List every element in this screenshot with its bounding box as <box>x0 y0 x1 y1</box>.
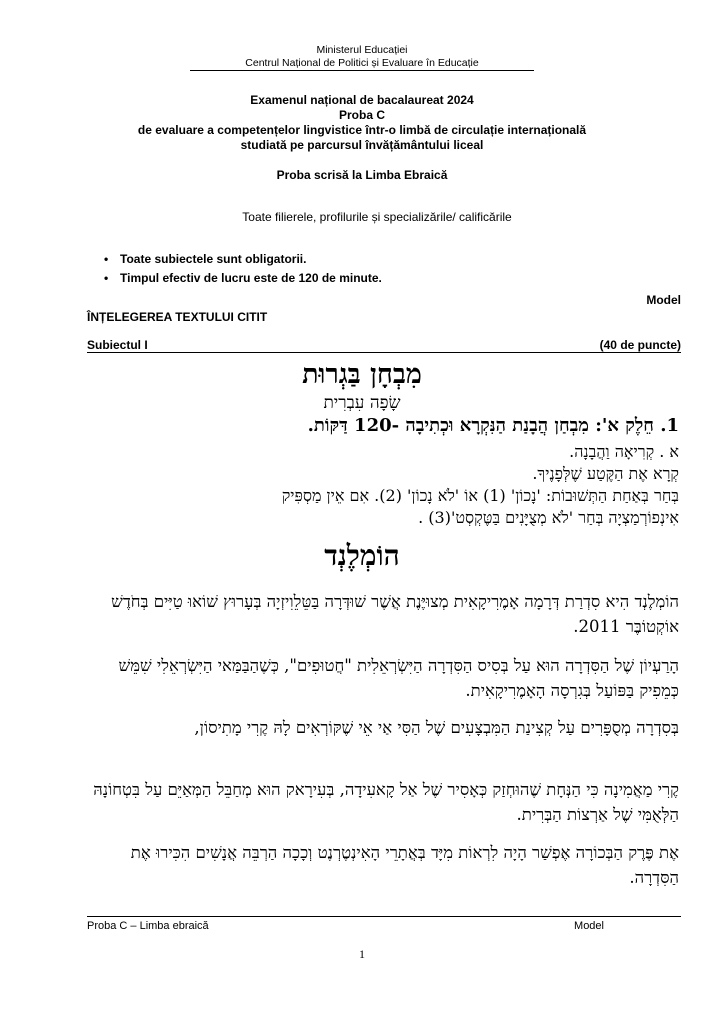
header-divider <box>190 70 534 71</box>
hebrew-paragraph-1: הוֹמְלֶנְד הִיא סִדְרַת דְּרָמָה אָמֶרִיקָאִית מְצוּיֶּנֶת אֲשֶׁר שׁוּדְּרָה בַּטֵּלֵוִיזְיָה בְּעָרוּץ שׁוֹאוּ טַיִּים בְּחֹדֶשׁ אוֹקְטוֹבֶּר 2011. <box>111 592 679 636</box>
hebrew-paragraph-5: אֶת פֶּרֶק הַבְּכוֹרָה אֶפְשַׁר הָיָה לִרְאוֹת מִיָּד בְּאֲתָרֵי הָאִינְטֶרְנֶט וְכָכָה הַרְבֵּה אֲנָשִׁים הִכִּירוּ אֶת הַסִּדְרָה. <box>130 843 679 887</box>
hebrew-task-a: א . קְרִיאָה וַהֲבָנָה. <box>569 442 679 461</box>
hebrew-read-instruction: קְרָא אֶת הַקֶּטַע שֶׁלְּפָנֶיךָ. <box>532 464 679 483</box>
exam-title-line3: de evaluare a competențelor lingvistice într-o limbă de circulație internațională <box>137 123 587 137</box>
exam-subject-title: Proba scrisă la Limba Ebraică <box>276 168 448 182</box>
subject-label: Subiectul I <box>87 338 148 352</box>
filiere-text: Toate filierele, profilurile și specializările/ calificările <box>242 210 512 224</box>
exam-title-line4: studiată pe parcursul învățământului liceal <box>240 138 484 152</box>
hebrew-choose-line1: בְּחַר בְּאַחַת הַתְּשׁוּבוֹת: 'נָכוֹן' (1) אוֹ 'לֹא נָכוֹן' (2). אִם אֵין מַסְפִּיק <box>281 486 679 505</box>
hebrew-part-heading: 1. חֵלֶק א': מִבְחַן הֲבָנַת הַנִּקְרָא וּכְתִיבָה -120 דַּקּוֹת. <box>307 415 679 436</box>
hebrew-paragraph-4: קֶרִי מַאֲמִינָה כִּי הַנְּחָת שֶׁהוּחְזַק כְּאָסִיר שֶׁל אַל קָאעִידָה, בְּעִירָאק הוּא מְחַבֵּל הַמְּאַיֵּם עַל בִּטְחוֹנָהּ הַלְּאֻמִּי שֶׁל אַרְצוֹת הַבְּרִית. <box>93 780 679 824</box>
hebrew-choose-line2: אִינְפוֹרְמַצְיָה בְּחַר 'לֹא מְצֻיָּנִים בַּטֶּקְסְט'(3) . <box>418 508 679 527</box>
instruction-item: • Toate subiectele sunt obligatorii. <box>100 250 382 269</box>
footer-left: Proba C – Limba ebraică <box>87 920 209 932</box>
header-ministry: Ministerul Educației <box>316 44 408 56</box>
model-label: Model <box>646 293 681 307</box>
section-title: ÎNȚELEGEREA TEXTULUI CITIT <box>87 310 268 324</box>
subject-points: (40 de puncte) <box>599 338 681 352</box>
footer-divider <box>87 916 681 917</box>
hebrew-exam-title: מִבְחָן בַּגְרוּת <box>302 359 422 390</box>
subject-underline <box>87 352 681 353</box>
hebrew-story-title: הוֹמְלֶנְד <box>324 539 400 572</box>
header-center: Centrul Național de Politici și Evaluare în Educație <box>245 57 479 69</box>
hebrew-paragraph-2: הָרַעְיוֹן שֶׁל הַסִּדְרָה הוּא עַל בְּסִיס הַסִּדְרָה הַיִּשְׂרְאֵלִית "חֲטוּפִים", כְּשֶׁהַבַּמַּאי הַיִּשְׂרְאֵלִי שִׁמֵּשׁ כְּמֵפִיק בַּפּוֹעַל בְּגִרְסָה הָאָמֶרִיקָאִית. <box>118 656 679 700</box>
hebrew-paragraph-3: בְּסִדְרָה מְסֻפָּרִים עַל קְצִינַת הַמִּבְצָעִים שֶׁל הַסִּי אַי אֵי שֶׁקּוֹרְאִים לָהּ קֶרִי מָתִיסוֹן, <box>194 718 679 737</box>
instructions-list <box>100 250 382 288</box>
exam-title-line1: Examenul național de bacalaureat 2024 <box>250 93 474 107</box>
exam-title-block <box>0 93 724 153</box>
footer-right: Model <box>574 920 604 932</box>
hebrew-language: שָׂפָה עִבְרִית <box>323 393 401 413</box>
instruction-item: • Timpul efectiv de lucru este de 120 de minute. <box>100 269 382 288</box>
page-number: 1 <box>359 947 365 961</box>
exam-title-line2: Proba C <box>338 108 385 122</box>
